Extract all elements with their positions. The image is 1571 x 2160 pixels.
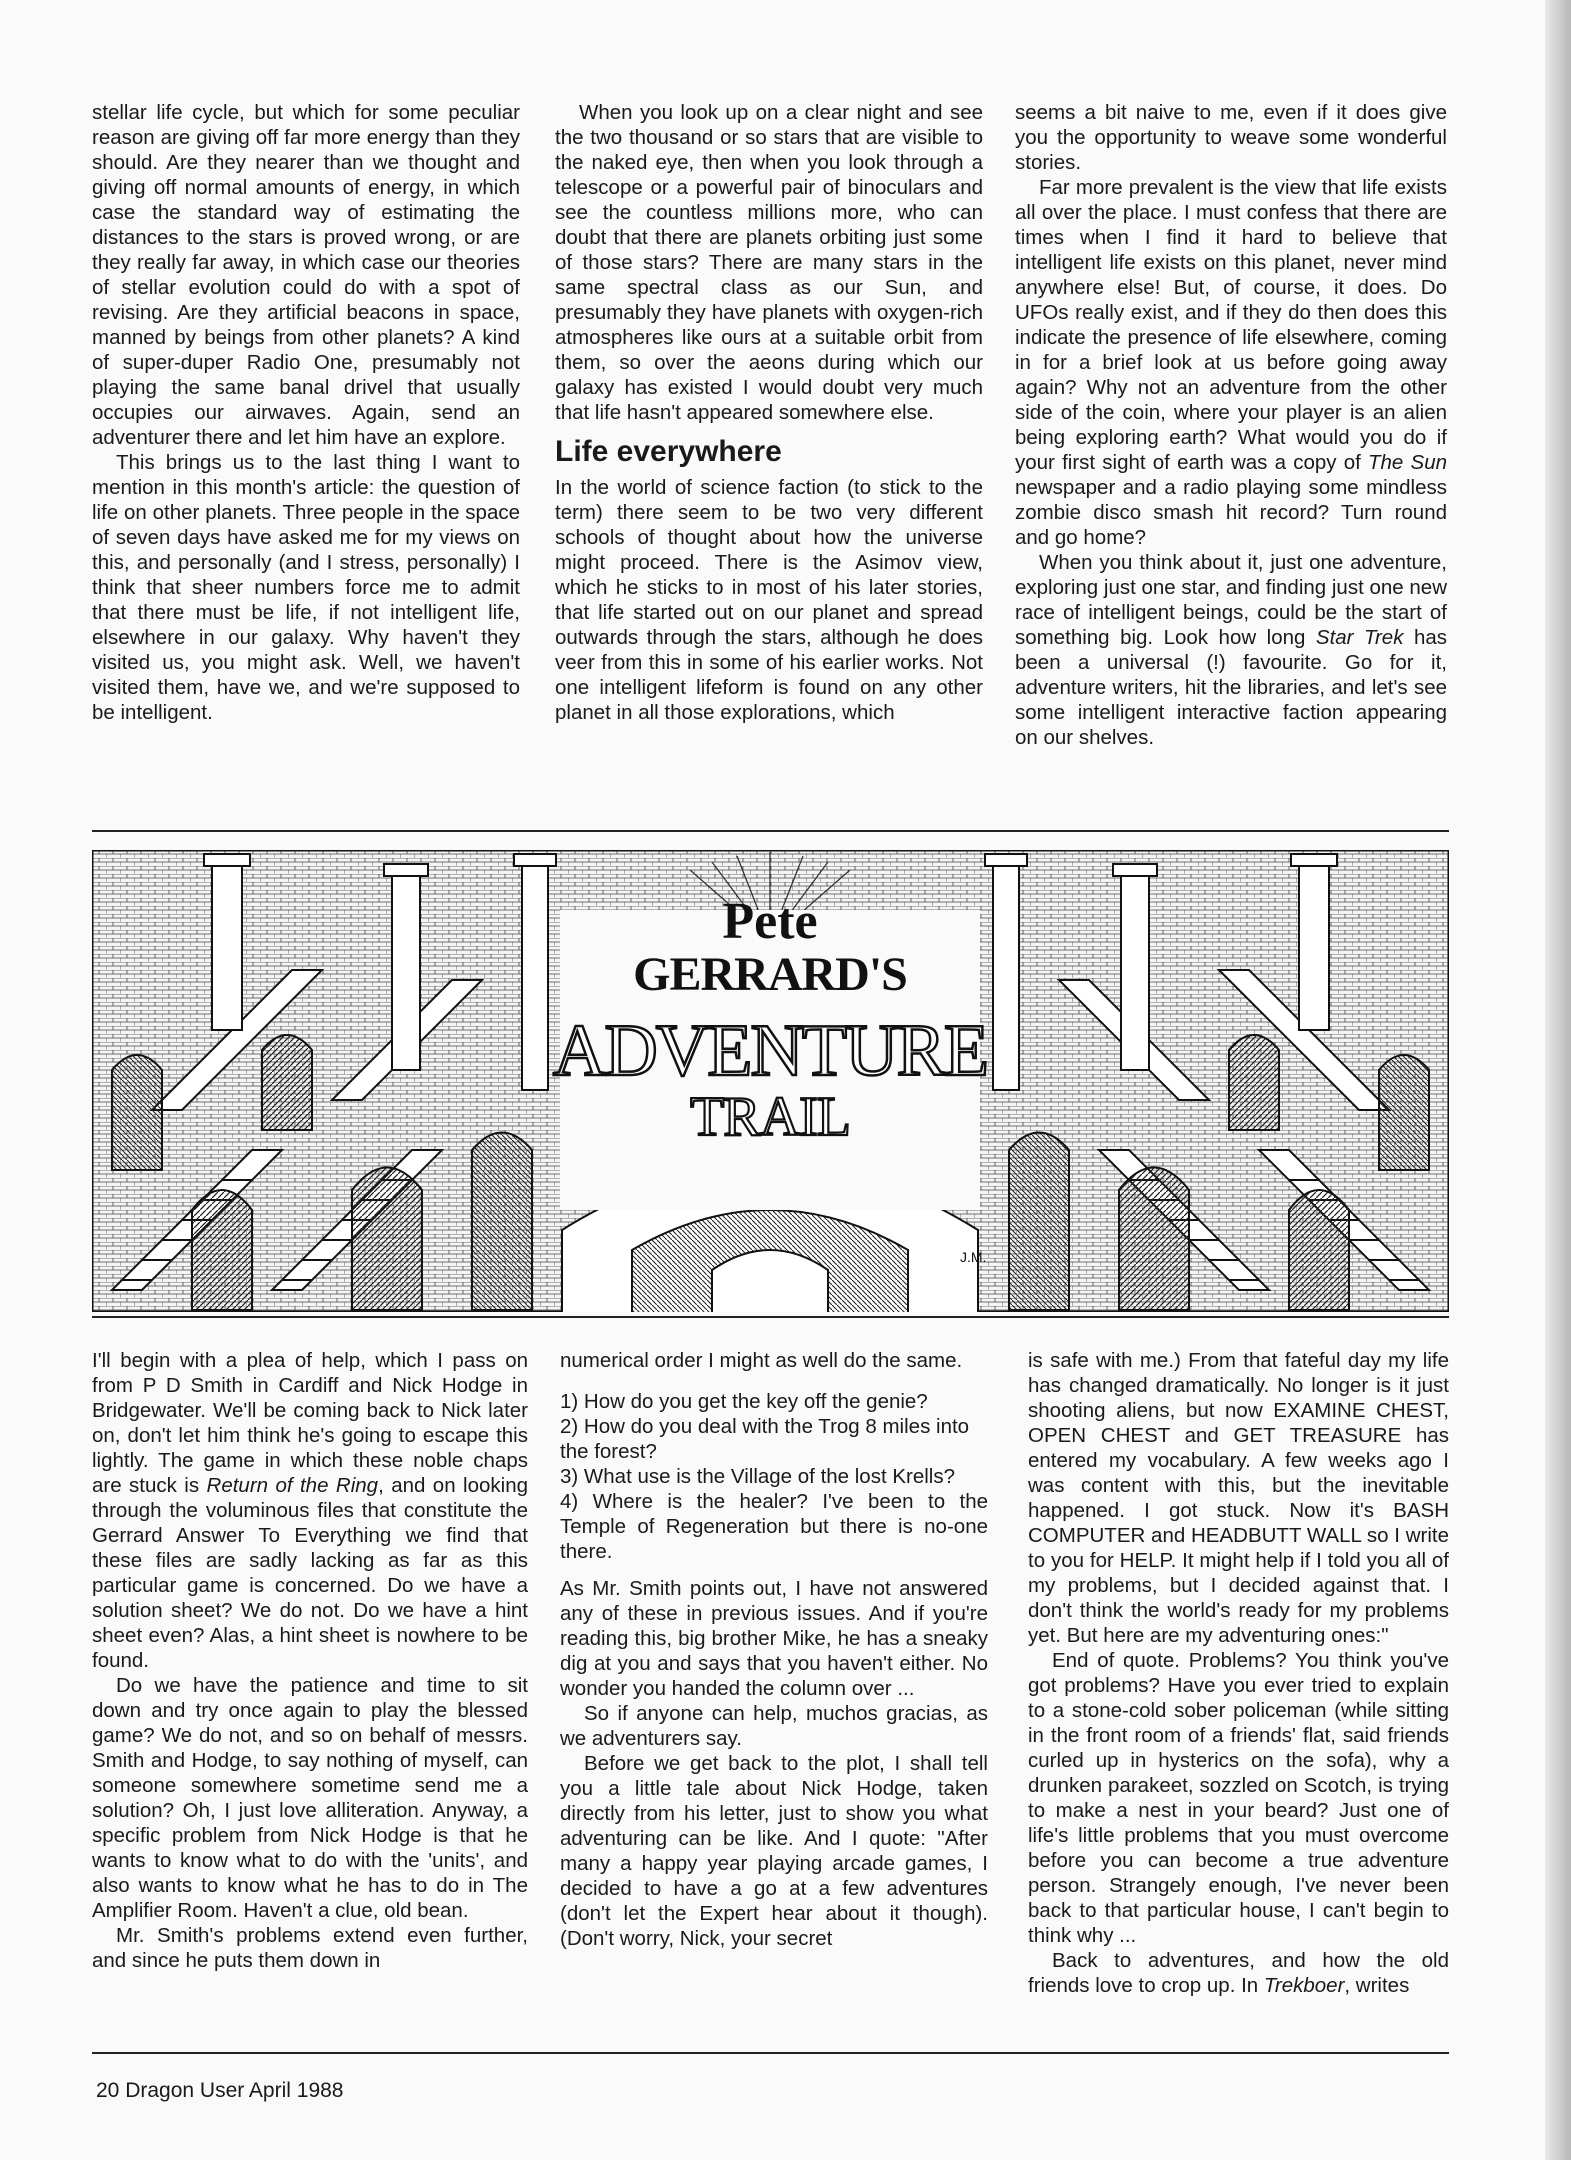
title-line-4: TRAIL <box>690 1086 850 1148</box>
paragraph: In the world of science faction (to stick to the term) there seem to be two very different schools of thought about how the universe might proceed. There is the Asimov view, which he sticks to in most of his later stories, that life started out on our planet and spread outwards through the stars, although he does veer from this in some of his earlier works. Not one intelligent lifeform is found on any other planet in all those explorations, which <box>555 476 983 724</box>
horizontal-rule <box>92 830 1449 832</box>
paragraph: seems a bit naive to me, even if it does give you the opportunity to weave some wonderful stories. <box>1015 101 1447 174</box>
paragraph <box>92 1348 528 1673</box>
paragraph: Do we have the patience and time to sit down and try once again to play the blessed game? We do not, and so on behalf of messrs. Smith and Hodge, to say nothing of myself, can someone somewhere sometime send me a solution? Oh, I just love alliteration. Anyway, a specific problem from Nick Hodge is that he wants to know what to do with the 'units', and also wants to know what he has to do in The Amplifier Room. Haven't a clue, old bean. <box>92 1674 528 1922</box>
paragraph <box>1015 550 1447 750</box>
paragraph: This brings us to the last thing I want to mention in this month's article: the question of life on other planets. Three people in the space of seven days have asked me for my views on this, and personally (and I stress, personally) I think that sheer numbers force me to admit that there must be life, if not intelligent life, elsewhere in our galaxy. Why haven't they visited us, you might ask. Well, we haven't visited them, have we, and we're supposed to be intelligent. <box>92 451 520 724</box>
paragraph: Before we get back to the plot, I shall tell you a little tale about Nick Hodge, taken directly from his letter, just to show you what adventuring can be like. And I quote: "After many a happy year playing arcade games, I decided to have a go at a few adventures (don't let the Expert hear about it though). (Don't worry, Nick, your secret <box>560 1752 988 1950</box>
list-item: 1) How do you get the key off the genie? <box>560 1390 928 1413</box>
game-title: Return of the Ring <box>206 1474 379 1497</box>
column-b <box>555 100 983 725</box>
text-run: newspaper and a radio playing some mindless zombie disco smash hit record? Turn round and go home? <box>1015 476 1447 549</box>
column-d <box>92 1348 528 1973</box>
page-edge-shadow <box>1545 0 1571 2160</box>
title-line-2: GERRARD'S <box>633 948 907 1001</box>
horizontal-rule <box>92 1316 1449 1318</box>
question-list <box>560 1389 988 1564</box>
paragraph: stellar life cycle, but which for some peculiar reason are giving off far more energy than they should. Are they nearer than we thought and giving off normal amounts of energy, in which case the standard way of estimating the distances to the stars is proved wrong, or are they really far away, in which case our theories of stellar evolution could do with a spot of revising. Are they artificial beacons in space, manned by beings from other planets? A kind of super-duper Radio One, presumably not playing the same banal drivel that usually occupies our airwaves. Again, send an adventurer there and let him have an explore. <box>92 101 520 449</box>
paragraph <box>1028 1948 1449 1998</box>
subheading: Life everywhere <box>555 435 782 468</box>
paragraph: So if anyone can help, muchos gracias, as we adventurers say. <box>560 1702 988 1750</box>
text-run: I'll begin with a plea of help, which I pass on from P D Smith in Cardiff and Nick Hodge in Bridgewater. We'll be coming back to Nick later on, don't let him think he's going to escape this lightly. The game in which these noble chaps are stuck is <box>92 1349 528 1497</box>
text-run: Far more prevalent is the view that life exists all over the place. I must confess that there are times when I find it hard to believe that intelligent life exists on this planet, never mind anywhere else! But, of course, it does. Do UFOs really exist, and if they do then does this indicate the presence of life elsewhere, coming in for a brief look at us before going away again? Why not an adventure from the other side of the coin, where your player is an alien being exploring earth? What would you do if your first sight of earth was a copy of <box>1015 176 1447 474</box>
paragraph: Mr. Smith's problems extend even further, and since he puts them down in <box>92 1924 528 1972</box>
artist-initials: J.M. <box>960 1249 987 1265</box>
text-run: has been a universal (!) favourite. Go for it, adventure writers, hit the libraries, and let's see some intelligent interactive faction appearing on our shelves. <box>1015 626 1447 749</box>
text-run: , writes <box>1344 1974 1410 1997</box>
game-title: Trekboer <box>1263 1974 1345 1997</box>
text-run: , and on looking through the voluminous files that constitute the Gerrard Answer To Everything we find that these files are sadly lacking as far as this particular game is concerned. Do we have a solution sheet? We do not. Do we have a hint sheet even? Alas, a hint sheet is nowhere to be found. <box>92 1474 528 1672</box>
paragraph: numerical order I might as well do the same. <box>560 1349 963 1372</box>
show-title: Star Trek <box>1315 626 1404 649</box>
paragraph: When you look up on a clear night and see the two thousand or so stars that are visible to the naked eye, then when you look through a telescope or a powerful pair of binoculars and see the countless millions more, who can doubt that there are planets orbiting just some of those stars? There are many stars in the same spectral class as our Sun, and presumably they have planets with oxygen-rich atmospheres like ours at a suitable orbit from them, so over the aeons during which our galaxy has existed I would doubt very much that life hasn't appeared somewhere else. <box>555 101 983 424</box>
newspaper-title: The Sun <box>1368 451 1447 474</box>
paragraph <box>1015 175 1447 550</box>
text-run: When you think about it, just one adventure, exploring just one star, and finding just one new race of intelligent beings, could be the start of something big. Look how long <box>1015 551 1447 649</box>
paragraph: End of quote. Problems? You think you've got problems? Have you ever tried to explain to a stone-cold sober policeman (while sitting in the front room of a friends' flat, said friends curled up in hysterics on the sofa), why a drunken parakeet, sozzled on Scotch, is trying to make a nest in your beard? Just one of life's little problems that you must overcome before you can become a true adventure person. Strangely enough, I've never been back to that particular house, I can't begin to think why ... <box>1028 1649 1449 1947</box>
title-line-1: Pete <box>722 893 818 950</box>
paragraph: As Mr. Smith points out, I have not answered any of these in previous issues. And if you're reading this, big brother Mike, he has a sneaky dig at you and says that you haven't either. No wonder you handed the column over ... <box>560 1577 988 1700</box>
list-item: 4) Where is the healer? I've been to the Temple of Regeneration but there is no-one there. <box>560 1490 988 1563</box>
column-f <box>1028 1348 1449 1998</box>
list-item: 2) How do you deal with the Trog 8 miles into the forest? <box>560 1415 970 1463</box>
paragraph: is safe with me.) From that fateful day my life has changed dramatically. No longer is it just shooting aliens, but now EXAMINE CHEST, OPEN CHEST and GET TREASURE has entered my vocabulary. A few weeks ago I was content with this, but the inevitable happened. I got stuck. Now it's BASH COMPUTER and HEADBUTT WALL so I write to you for HELP. It might help if I told you all of my problems, but I decided against that. I don't think the world's ready for my problems yet. But here are my adventuring ones:" <box>1028 1349 1449 1647</box>
column-c <box>1015 100 1447 750</box>
page-footer: 20 Dragon User April 1988 <box>96 2079 344 2102</box>
list-item: 3) What use is the Village of the lost Krells? <box>560 1465 956 1488</box>
column-e <box>560 1348 988 1951</box>
title-line-3: ADVENTURE <box>552 1010 988 1092</box>
banner-illustration <box>92 850 1449 1312</box>
text-run: Back to adventures, and how the old friends love to crop up. In <box>1028 1949 1449 1997</box>
footer-rule <box>92 2052 1449 2054</box>
column-a <box>92 100 520 725</box>
